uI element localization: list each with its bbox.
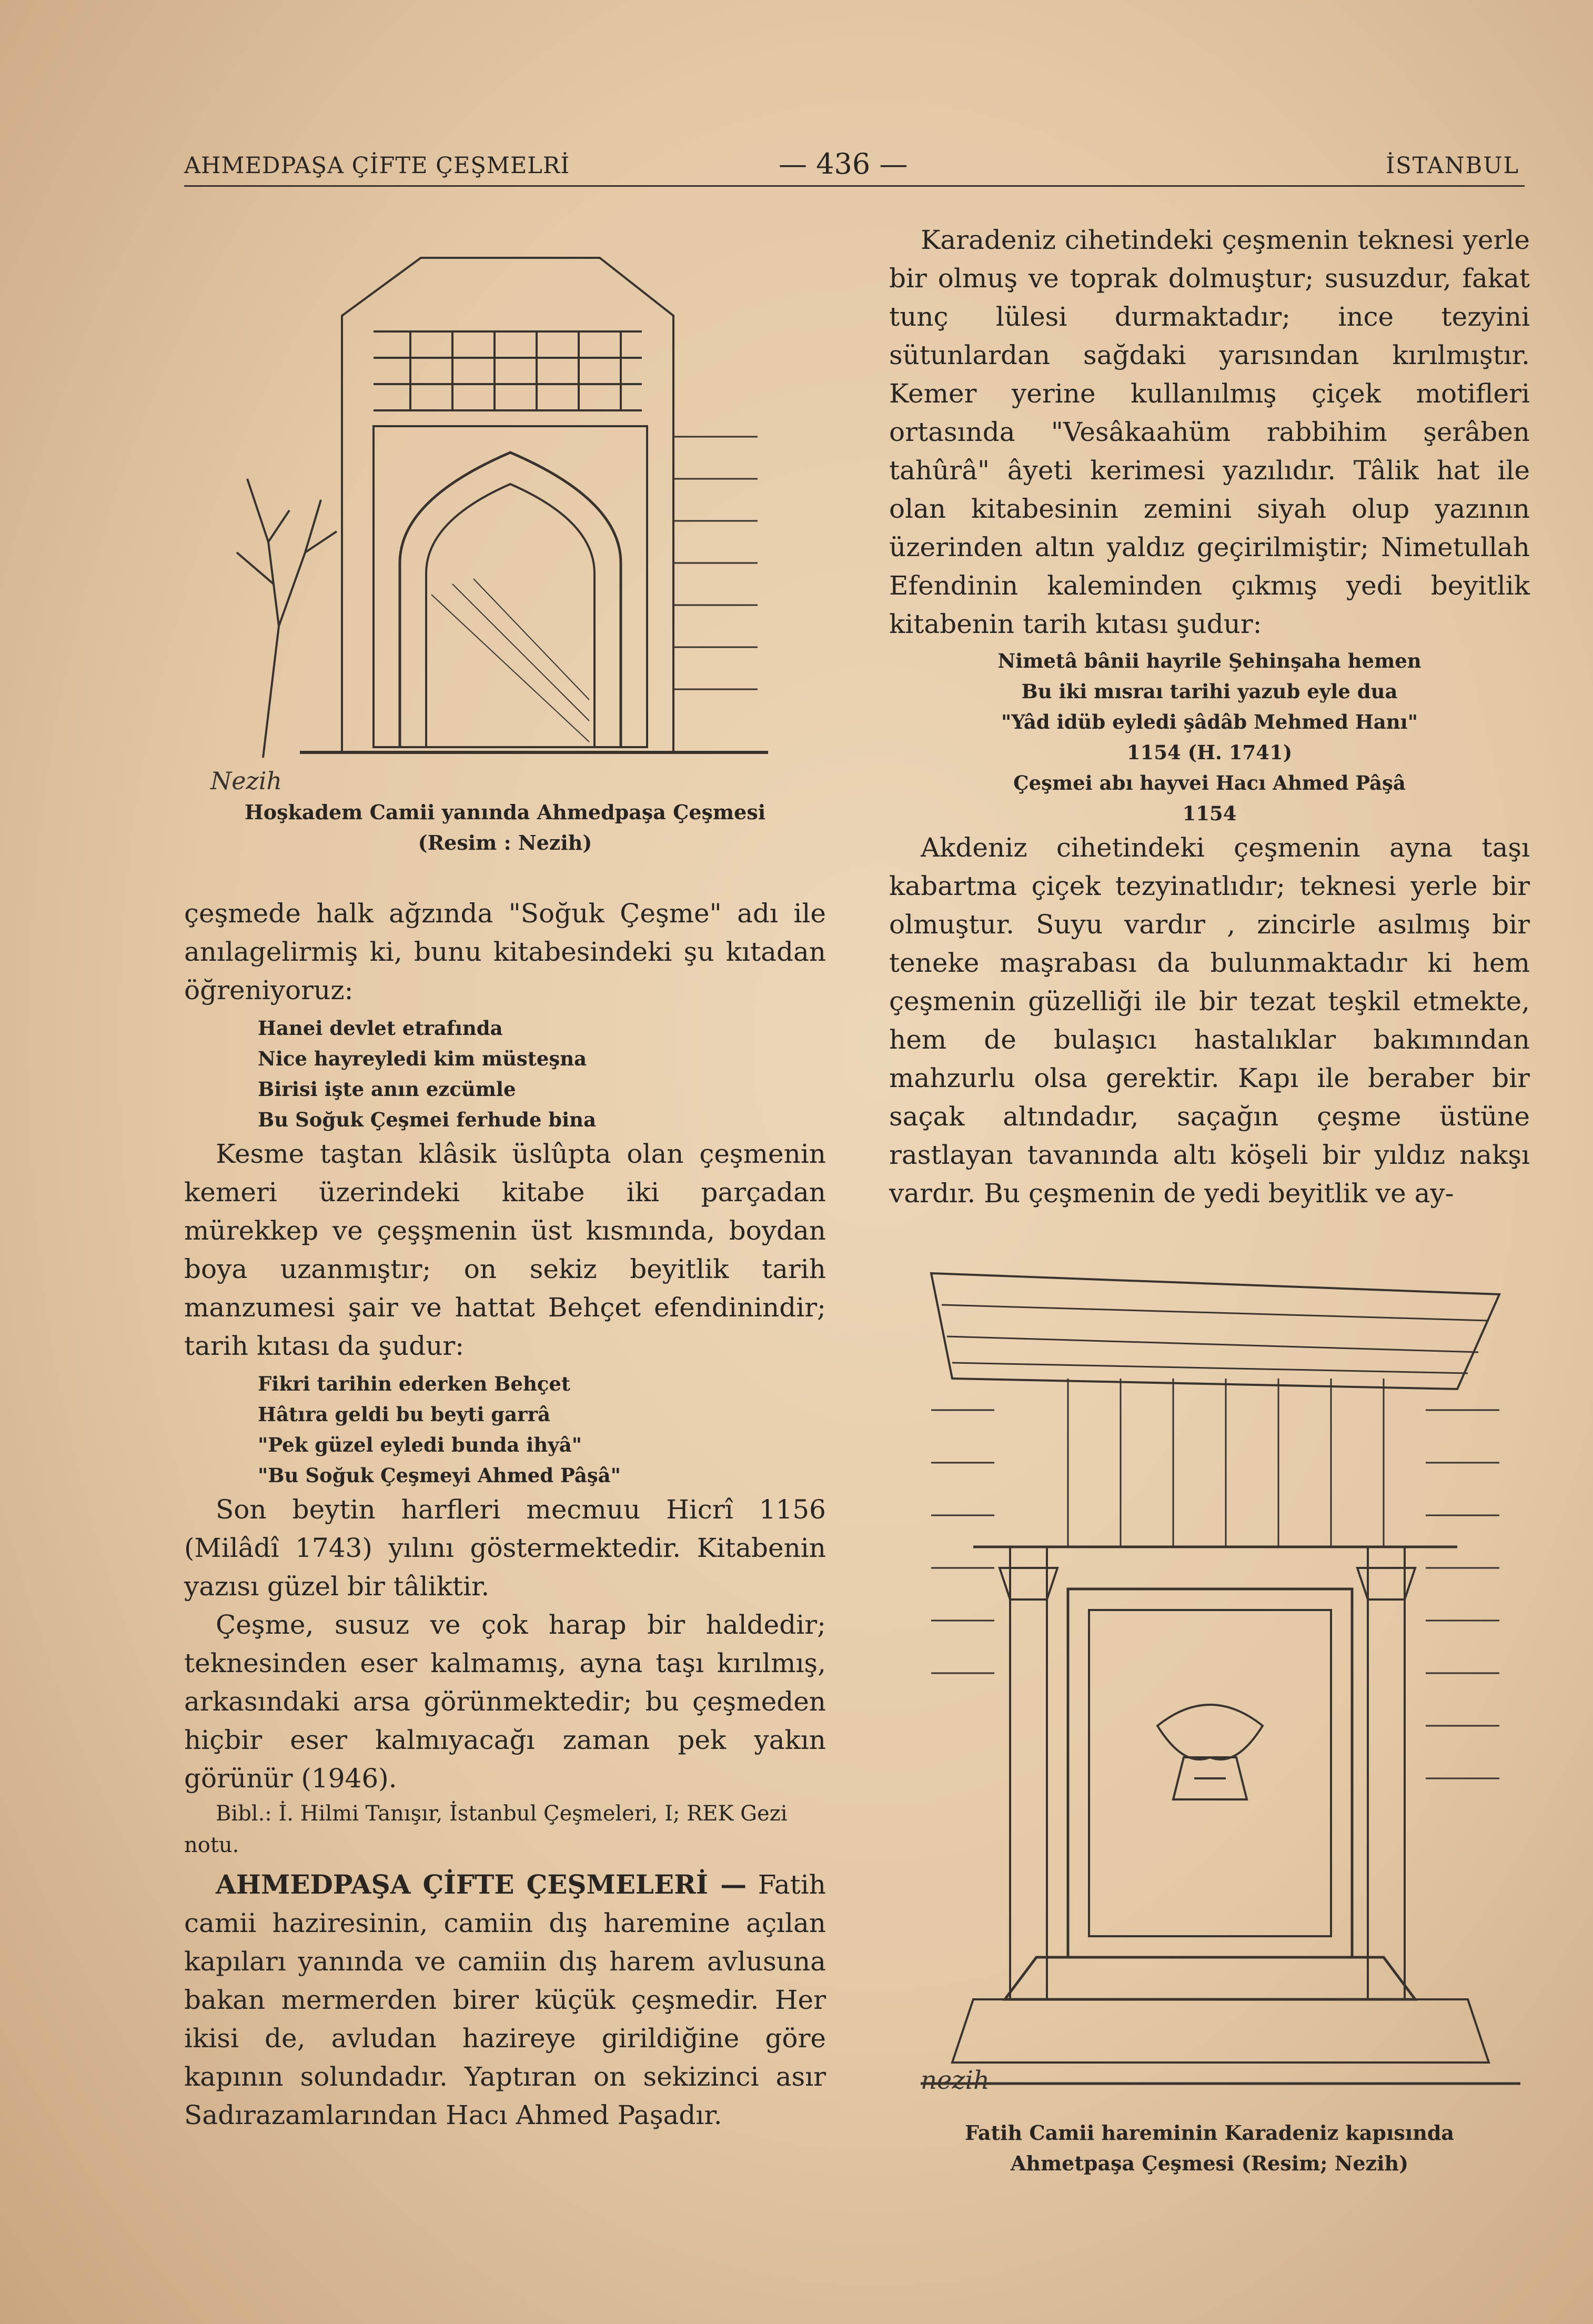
verse2-line-3: "Pek güzel eyledi bunda ihyâ" [258, 1433, 582, 1456]
section-heading-paragraph [184, 1865, 826, 2135]
verse2-line-2: Hâtıra geldi bu beyti garrâ [258, 1403, 551, 1426]
header-title: AHMEDPAŞA ÇİFTE ÇEŞMELRİ [184, 153, 570, 179]
left-paragraph-5: Fatih camii haziresinin, camiin dış haremine açılan kapıları yanında ve camiin dış harem avlusuna bakan mermerden birer küçük çeşmedir. Her ikisi de, avludan hazireye girildiğine göre kapının solundadır. Yaptıran on sekizinci asır Sadırazamlarından Hacı Ahmed Paşadır. [184, 1869, 826, 2130]
verse2-line-1: Fikri tarihin ederken Behçet [258, 1372, 571, 1395]
right-column-text [889, 221, 1530, 1213]
fountain-illustration-2 [910, 1252, 1531, 2099]
verse-block-2 [184, 1369, 826, 1491]
verse1-line-1: Hanei devlet etrafında [258, 1017, 503, 1040]
right-paragraph-2: Akdeniz cihetindeki çeşmenin ayna taşı kabartma çiçek tezyinatlıdır; teknesi yerle bir olmuştur. Suyu vardır , zincirle asılmış bir teneke maşrabası da bulunmaktadır ki hem çeşmenin güzelliği ile bir tezat teşkil etmekte, hem de bulaşıcı hastalıklar bakımından mahzurlu olsa gerektir. Kapı ile beraber bir saçak altındadır, saçağın çeşme üstüne rastlayan tavanında altı köşeli bir yıldız nakşı vardır. Bu çeşmenin de yedi beyitlik ve ay- [889, 832, 1530, 1209]
page-number: — 436 — [779, 147, 908, 180]
figure2-caption-line1: Fatih Camii hareminin Karadeniz kapısında [964, 2121, 1455, 2145]
verse-block-3 [889, 646, 1530, 829]
left-paragraph-2: Kesme taştan klâsik üslûpta olan çeşmenin kemeri üzerindeki kitabe iki parçadan mürekkep ve çeşşmenin üst kısmında, boydan boya uzanmıştır; on sekiz beyitlik tarih manzumesi şair ve hattat Behçet efendinindir; tarih kıtası da şudur: [184, 1139, 826, 1361]
verse-block-1 [184, 1013, 826, 1135]
verse1-line-3: Birisi işte anın ezcümle [258, 1078, 516, 1101]
verse3-line-1: Nimetâ bânii hayrile Şehinşaha hemen [997, 649, 1421, 672]
verse3-line-5: Çeşmei abı hayvei Hacı Ahmed Pâşâ [1013, 771, 1406, 794]
figure2-signature: nezih [921, 2066, 990, 2095]
verse1-line-4: Bu Soğuk Çeşmei ferhude bina [258, 1108, 597, 1131]
header-section: İSTANBUL [1386, 153, 1519, 179]
figure1-caption-line2: (Resim : Nezih) [418, 831, 592, 854]
fountain-sketch-2 [910, 1252, 1531, 2099]
verse2-line-4: "Bu Soğuk Çeşmeyi Ahmed Pâşâ" [258, 1464, 621, 1487]
figure2-caption-line2: Ahmetpaşa Çeşmesi (Resim; Nezih) [1010, 2151, 1409, 2175]
header-rule [184, 185, 1525, 187]
verse3-line-4: 1154 (H. 1741) [1126, 741, 1293, 764]
left-paragraph-4: Çeşme, susuz ve çok harap bir haldedir; teknesinden eser kalmamış, ayna taşı kırılmış, arkasındaki arsa görünmektedir; bu çeşmeden hiçbir eser kalmıyacağı zaman pek yakın görünür (1946). [184, 1609, 826, 1794]
right-paragraph-1: Karadeniz cihetindeki çeşmenin teknesi yerle bir olmuş ve toprak dolmuştur; susuzdur, fakat tunç lülesi durmaktadır; ince tezyini sütunlardan sağdaki yarısından kırılmıştır. Kemer yerine kullanılmış çiçek motifleri ortasında "Vesâkaahüm rabbihim şerâben tahûrâ" âyeti kerimesi yazılıdır. Tâlik hat ile olan kitabesinin zemini siyah olup yazının üzerinden altın yaldız geçirilmiştir; Nimetullah Efendinin kaleminden çıkmış yedi beyitlik kitabenin tarih kıtası şudur: [889, 225, 1530, 639]
figure1-signature: Nezih [210, 767, 283, 794]
figure1-caption [184, 797, 826, 858]
left-column-text [184, 894, 826, 2135]
running-header [184, 142, 1525, 189]
fountain-sketch-1 [200, 226, 821, 794]
verse3-line-3: "Yâd idüb eyledi şâdâb Mehmed Hanı" [1001, 710, 1418, 733]
section-heading: AHMEDPAŞA ÇİFTE ÇEŞMELERİ — [216, 1869, 747, 1900]
figure1-caption-line1: Hoşkadem Camii yanında Ahmedpaşa Çeşmesi [244, 800, 766, 824]
verse3-line-6: 1154 [1182, 802, 1237, 825]
verse3-line-2: Bu iki mısraı tarihi yazub eyle dua [1021, 680, 1398, 703]
fountain-illustration-1 [200, 226, 821, 794]
figure2-caption [889, 2118, 1530, 2179]
bibliography: Bibl.: İ. Hilmi Tanışır, İstanbul Çeşmeleri, I; REK Gezi notu. [184, 1802, 788, 1857]
left-paragraph-3: Son beytin harfleri mecmuu Hicrî 1156 (Milâdî 1743) yılını göstermektedir. Kitabenin yazısı güzel bir tâliktir. [184, 1494, 826, 1602]
left-paragraph-1: çeşmede halk ağzında "Soğuk Çeşme" adı ile anılagelirmiş ki, bunu kitabesindeki şu kıtadan öğreniyoruz: [184, 898, 826, 1005]
verse1-line-2: Nice hayreyledi kim müsteşna [258, 1047, 587, 1070]
